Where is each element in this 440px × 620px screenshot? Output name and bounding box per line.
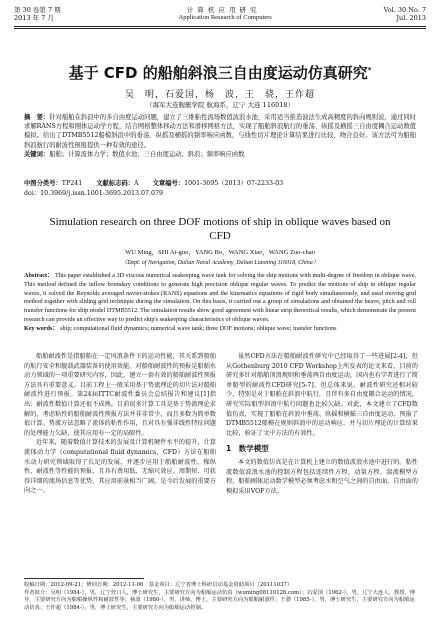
keywords-en-text: ship; computational fluid dynamics; numerical wave tank; three DOF motions; oblique wave; transfer functions [60, 324, 337, 332]
paper-title-cn: 基于 CFD 的船舶斜浪三自由度运动仿真研究* [68, 64, 372, 82]
body-paragraph: 本文的数值仿真是在计算机上建立的数值波浪水池中进行的。粘性流数值波浪水池的控制方程包括连续性方程、动量方程、湍流模型方程，船舶刚体运动数学模型必须考虑水和空气之间的自由面，自由面的模拟采用VOF方法。 [226, 458, 418, 495]
doi-row [24, 188, 416, 197]
keywords-cn-text: 船舶；计算流体力学；数值水池；三自由度运动；斜浪；频率响应函数 [49, 150, 245, 158]
authors-cn: 吴 明，石爱国，杨 波，王 骁，王作超 [124, 90, 315, 100]
article-number: 文章编号：1001-3695（2013）07-2233-03 [152, 180, 284, 187]
volume-date: Jul. 2013 [396, 14, 426, 22]
body-paragraph: 虽然CFD方法在船舶耐波性研究中已经取得了一些进展[2-4]，但从Gothenburg 2010 CFD Workshop上所发表的论文来看，目前的研究多针对船舶顶浪规则和垂荡两自由度运动，国内也有学者进行了简单船型的耐波性CFD研究[5-7]，但总体来说，耐波性研究还相对较少，特别是对于船舶在斜浪中航行，且伴有多自由度耦合运动的情况，研究实际船型斜浪中航行问题也比较欠缺。对此，本文建立了CFD数值仿真，实现了船舶在斜浪中垂荡、纵摇和横摇三自由度运动，预报了DTMB5512船模在规则斜浪中的运动响应，并与切片理论的计算结果比较，验证了文中方法的有效性。 [226, 353, 418, 437]
body-column-left [24, 352, 216, 496]
body-paragraph: 近年来，随着数值计算技术的发展及计算机硬件水平的提升，计算流体动力学（computational fluid dynamics，CFD）方法在船舶水动力研究领域取得了长足的发展，并逐步应用于船舶耐波性、操纵性、耐波性等性能的预报，且具有费用低、无缩尺效应、周期短、可获得详细的流场信息等优势，其应用前景相当广阔，是今后发展的重要方向之一。 [24, 439, 216, 495]
journal-header [0, 0, 440, 32]
issue-info: 第 30 卷第 7 期 [14, 6, 61, 14]
footnote-rule [24, 578, 144, 579]
header-rule [14, 26, 426, 27]
abstract-en-text: This paper established a 3D viscous numerical seakeeping wave tank for solving the ship motions with multi-degree of freedom in oblique wave. This method defined the inflow boundary conditions to generate high precision oblique regular waves. To predict the motions of ship in oblique regular waves, it solved the Reynolds averaged navier-stokes (RANS) equations and the kinematics equations of rigid body simultaneously, and used moving grid method together with sliding grid technique during the simulation. On this basis, it carried out a group of simulations and obtained the heave, pitch and roll transfer functions for ship model DTMB5512. The simulation results show good agreement with linear strip theoretical results, which demonstrate the present research can provide an effective way to predict ship's seakeeping characteristics of oblique waves. [24, 272, 416, 323]
body-column-right [226, 352, 418, 496]
abstract-cn-label: 摘 要： [24, 114, 50, 121]
abstract-en-label: Abstract： [24, 272, 54, 279]
clc-number: 中图分类号：TP241 [24, 180, 83, 187]
paper-title-en: Simulation research on three DOF motions of ship in oblique waves based on CFD [49, 216, 391, 242]
journal-name-cn: 计 算 机 应 用 研 究 [186, 6, 258, 14]
affiliation-en: （Dept. of Navigation, Dalian Naval Academy, Dalian Liaoning 116018, China） [121, 260, 319, 266]
header-rule-thin [14, 28, 426, 29]
footnote [24, 582, 416, 612]
doi: doi：10.3969/j.issn.1001-3695.2013.07.079 [24, 190, 164, 197]
volume-info: Vol. 30 No. 7 [383, 6, 426, 14]
keywords-en-label: Key words： [24, 324, 59, 332]
abstract-en [24, 272, 416, 334]
footnote-received: 收稿日期：2012-09-21；修回日期：2012-11-06 基金项目：辽宁省博士科研启动基金资助项目（20111037） [24, 582, 293, 588]
classification-row [24, 178, 416, 187]
authors-en: WU Ming，SHI Ai-guo，YANG Bo，WANG Xiao，WANG Zuo-chao [125, 249, 315, 256]
doc-code: 文献标志码：A [96, 180, 139, 187]
title-footnote-mark: * [367, 66, 372, 74]
body-paragraph: 船舶耐波性是指船舶在一定风浪条件下的运动性能，其关系到船舶的航行安全和舰载武器装备的使用效能。对船舶耐波性的预报是船舶水动力领域的一项重要研究内容，因此，建立一套有效的船舶耐波性预报方法具有重要意义。目前工程上一般采用基于势流理论的切片法对船舶耐波性进行预报。第24届ITTC耐波性委员会总结报告和建议[1]指出：耐波性数值计算还很不成熟。目前很多计算工具是基于势流理论求解的，考虑粘性的船舶耐波性预报方法并非非常少，而且多数为简单数值计算。势流方法忽略了流体的粘性作用，且对具有强非线性特征问题的处理能力欠缺，使其应用有一定的局限性。 [24, 353, 216, 437]
section-heading: 1 数学模型 [226, 444, 269, 454]
footnote-bio: 作者简介：吴明（1984-），男，辽宁营口人，博士研究生，主要研究方向为船舶运动仿真（wuming08110126.com）；石爱国（1962-），男，辽宁大连人，教授，博导，主要研究方向为船舶操纵性和耐波性等；杨波（1980-），男，讲师，博士，主要研究方向为船舶耐波性；王骁（1985-），男，博士研究生，主要研究方向为船舶运动仿真；王作超（1984-），男，博士研究生，主要研究方向为船舶运动控制。 [24, 589, 416, 611]
issue-date: 2013 年 7 月 [14, 14, 54, 22]
abstract-cn [24, 113, 416, 159]
keywords-cn-label: 关键词： [24, 150, 50, 158]
affiliation-cn: （海军大连舰艇学院 航海系，辽宁 大连 116018） [145, 101, 294, 109]
journal-name-en: Application Research of Computers [178, 14, 272, 21]
abstract-cn-text: 针对船舶在斜浪中的多自由度运动问题，建立了三维粘性流场数值波浪水池，采用适当推造波法生成高精度的斜向规则波，通过同时求解RANS方程和刚体运动学方程，结合网格整体移动方法和滑移网格方法，实现了船舶斜浪航行的垂荡、纵摇及横摇三自由度耦合运动数值模拟。给出了DTMB5512船模斜浪中的垂荡、纵摇及横摇的频率响应函数，与线性切片理论计算结果进行比较，吻合良好。该方法可为船舶斜浪航行的耐波性预报提供一种有效的途径。 [24, 114, 417, 149]
